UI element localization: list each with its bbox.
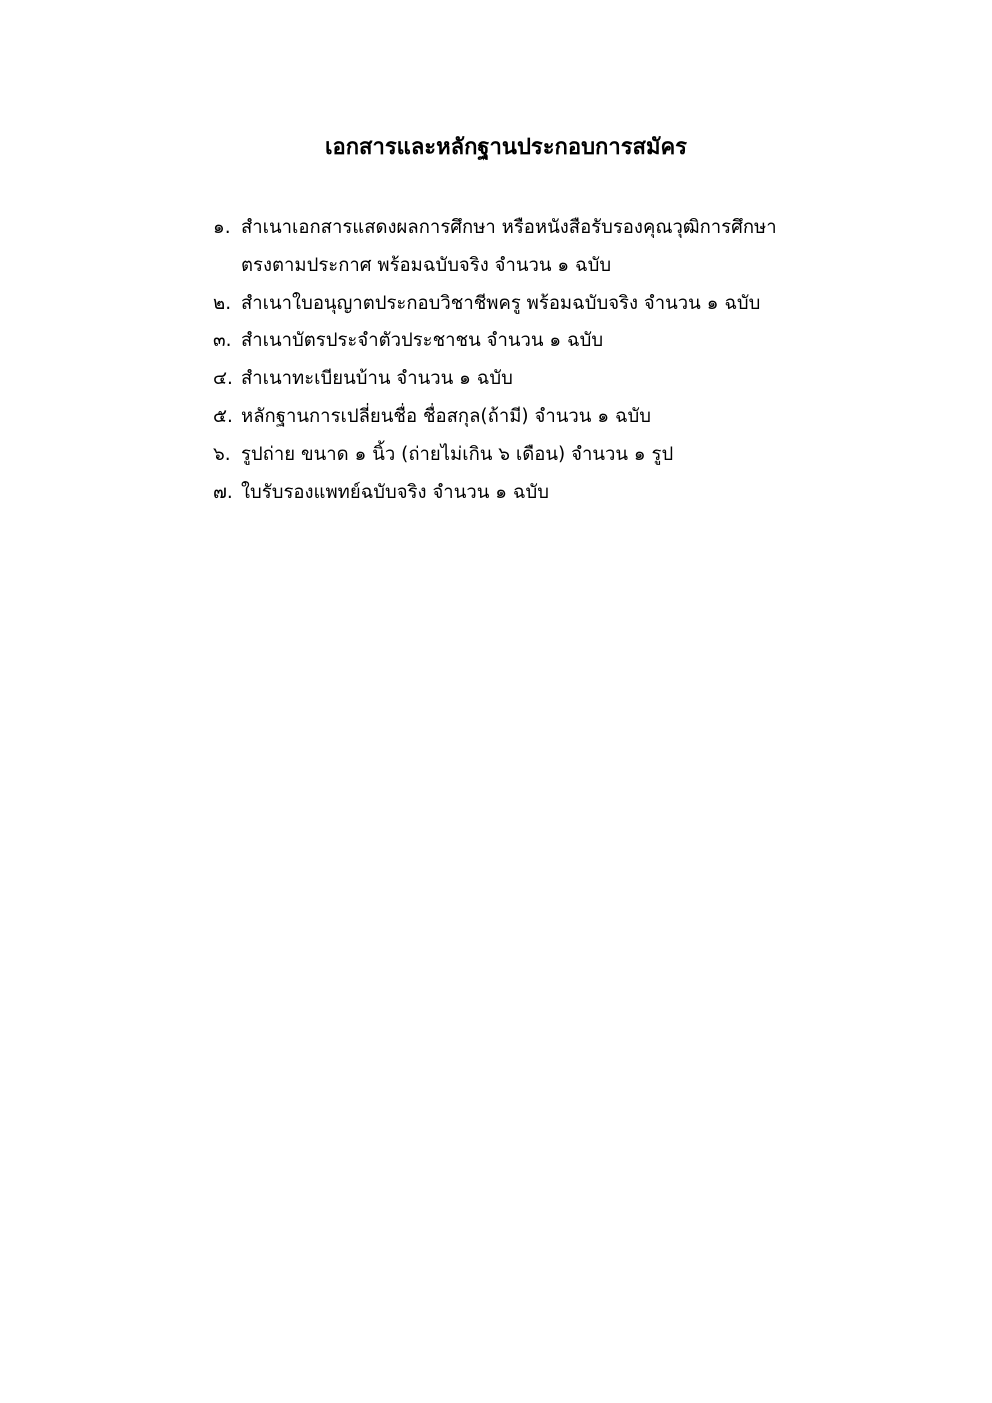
page-title: เอกสารและหลักฐานประกอบการสมัคร xyxy=(324,135,687,160)
item-number: ๗. xyxy=(213,481,233,503)
document-list xyxy=(213,209,873,511)
item-text-line: สำเนาทะเบียนบ้าน จำนวน ๑ ฉบับ xyxy=(241,368,513,390)
item-number: ๓. xyxy=(213,330,232,352)
list-item xyxy=(213,322,873,360)
item-text-line: ตรงตามประกาศ พร้อมฉบับจริง จำนวน ๑ ฉบับ xyxy=(241,254,612,276)
list-item xyxy=(213,285,873,323)
list-item xyxy=(213,398,873,436)
item-number: ๒. xyxy=(213,292,232,314)
item-number: ๕. xyxy=(213,405,233,427)
list-item xyxy=(213,436,873,474)
list-item xyxy=(213,474,873,512)
item-text-line: สำเนาบัตรประจำตัวประชาชน จำนวน ๑ ฉบับ xyxy=(241,330,604,352)
item-text-line: สำเนาใบอนุญาตประกอบวิชาชีพครู พร้อมฉบับจริง จำนวน ๑ ฉบับ xyxy=(241,292,761,314)
item-number: ๔. xyxy=(213,368,233,390)
item-text-line: สำเนาเอกสารแสดงผลการศึกษา หรือหนังสือรับรองคุณวุฒิการศึกษา xyxy=(241,217,777,238)
item-text-line: ใบรับรองแพทย์ฉบับจริง จำนวน ๑ ฉบับ xyxy=(241,481,549,503)
item-text-line: หลักฐานการเปลี่ยนชื่อ ชื่อสกุล(ถ้ามี) จำนวน ๑ ฉบับ xyxy=(241,405,652,427)
item-number: ๑. xyxy=(213,217,231,238)
item-text-line: รูปถ่าย ขนาด ๑ นิ้ว (ถ่ายไม่เกิน ๖ เดือน) จำนวน ๑ รูป xyxy=(241,443,674,465)
list-item xyxy=(213,209,873,285)
item-number: ๖. xyxy=(213,443,231,465)
list-item xyxy=(213,360,873,398)
